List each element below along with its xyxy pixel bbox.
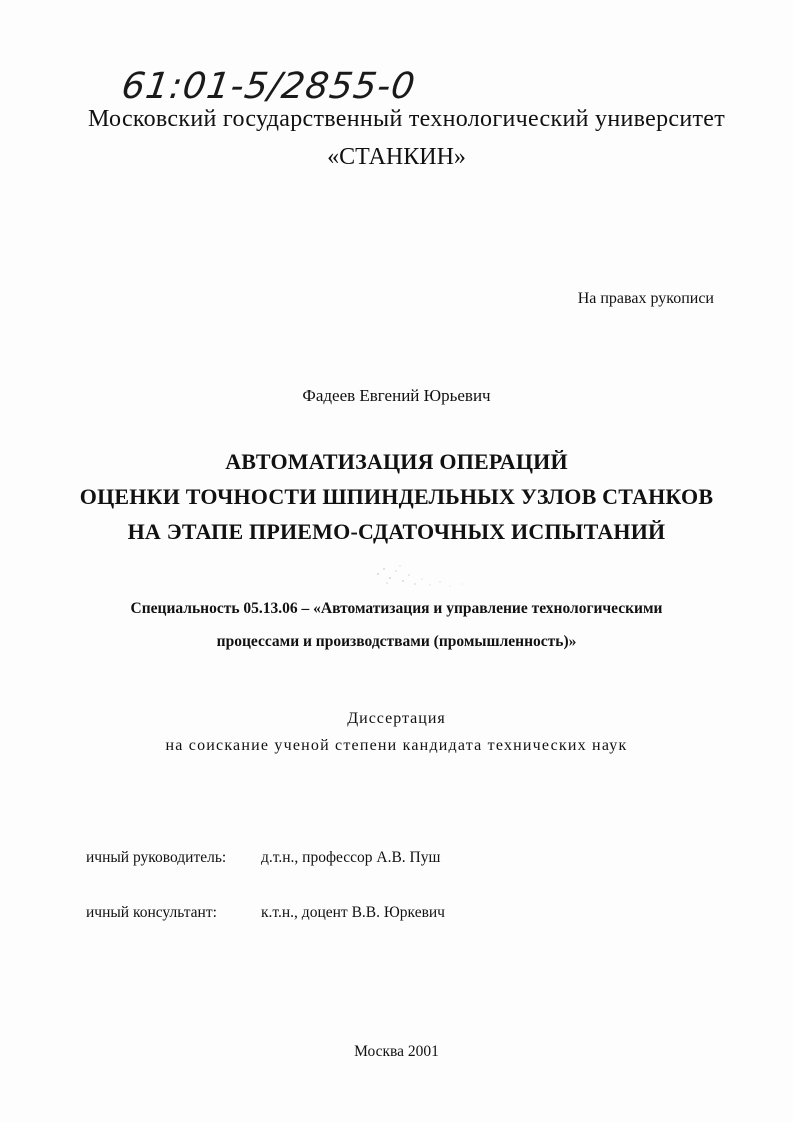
specialty-line-1: Специальность 05.13.06 – «Автоматизация и управление технологическими [130,600,663,617]
title-line-1: АВТОМАТИЗАЦИЯ ОПЕРАЦИЙ [225,449,568,474]
specialty-line-2: процессами и производствами (промышленность)» [216,633,577,650]
dissertation-type: Диссертация [347,710,446,727]
supervisor-role: ичный руководитель: [86,849,227,866]
university-short-name-text: «СТАНКИН» [327,144,466,170]
university-short-name [0,144,793,171]
title-line-3: НА ЭТАПЕ ПРИЕМО-СДАТОЧНЫХ ИСПЫТАНИЙ [127,519,666,544]
scan-artifact [370,560,480,590]
archive-number-handwritten: 61:01-5/2855-0 [119,66,419,107]
title-line-2: ОЦЕНКИ ТОЧНОСТИ ШПИНДЕЛЬНЫХ УЗЛОВ СТАНКОВ [79,484,714,509]
consultant-person: к.т.н., доцент В.В. Юркевич [261,904,445,921]
city-year: Москва 2001 [354,1043,439,1060]
university-name: Московский государственный технологический университет [88,106,725,132]
dissertation-degree: на соискание ученой степени кандидата технических наук [165,737,628,754]
manuscript-rights-note: На правах рукописи [577,290,714,307]
author-name: Фадеев Евгений Юрьевич [302,386,491,405]
supervisor-person: д.т.н., профессор А.В. Пуш [261,849,441,866]
consultant-role: ичный консультант: [86,904,217,921]
